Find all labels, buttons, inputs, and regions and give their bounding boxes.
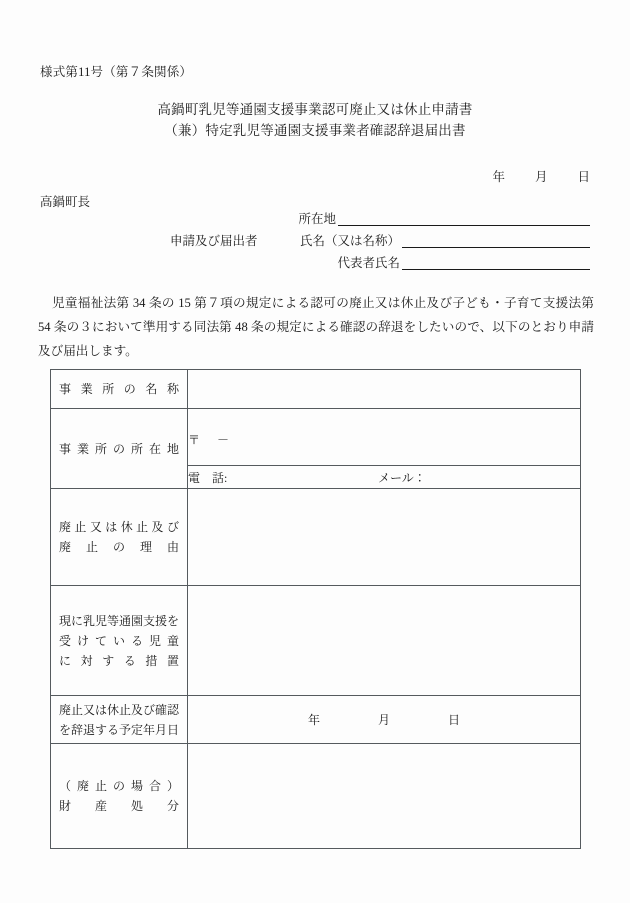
title-line-1: 高鍋町乳児等通園支援事業認可廃止又は休止申請書 xyxy=(157,102,473,117)
planned-date-month-label: 月 xyxy=(377,713,390,727)
table-row-property-disposal xyxy=(51,744,581,849)
postal-mark-icon: 〒 xyxy=(188,432,201,447)
postal-dash: － xyxy=(217,432,230,447)
date-year-label: 年 xyxy=(492,170,505,184)
applicant-representative-row xyxy=(170,249,590,271)
application-table xyxy=(50,369,581,849)
value-measures[interactable] xyxy=(188,586,581,696)
mail-label: メール： xyxy=(378,470,426,485)
label-measures-line-1: 現に乳児等通園支援を xyxy=(58,613,179,628)
applicant-address-label: 所在地 xyxy=(298,212,336,226)
label-office-name xyxy=(51,370,188,409)
table-row-measures xyxy=(51,586,581,696)
applicant-name-row xyxy=(170,227,590,249)
applicant-name-input[interactable] xyxy=(402,233,590,248)
value-reason[interactable] xyxy=(188,489,581,586)
label-property-disposal-line-2: 財産処分 xyxy=(59,799,179,813)
addressee: 高鍋町長 xyxy=(40,195,91,209)
date-month-label: 月 xyxy=(534,170,548,184)
value-planned-date[interactable] xyxy=(188,696,581,744)
tel-group xyxy=(188,469,378,486)
body-paragraph: 児童福祉法第 34 条の 15 第７項の規定による認可の廃止又は休止及び子ども・子育て支援法第 54 条の３において準用する同法第 48 条の規定による確認の辞退をしたいので、以下のとおり申請及び届出します。 xyxy=(38,296,594,358)
applicant-group-label: 申請及び届出者 xyxy=(170,234,258,248)
applicant-representative-input[interactable] xyxy=(402,255,590,270)
date-line xyxy=(492,167,590,185)
value-office-name[interactable] xyxy=(188,370,581,409)
label-planned-date-line-1: 廃止又は休止及び確認 xyxy=(58,702,179,717)
postal-inner xyxy=(188,427,580,448)
label-measures-line-2: 受けている児童 xyxy=(59,633,179,648)
label-planned-date-line-2: を辞退する予定年月日 xyxy=(58,722,179,737)
planned-date-ymd xyxy=(188,711,580,728)
applicant-address-row xyxy=(170,205,590,227)
contact-inner xyxy=(188,469,580,486)
value-property-disposal[interactable] xyxy=(188,744,581,849)
label-reason xyxy=(51,489,188,586)
applicant-representative-label: 代表者氏名 xyxy=(337,256,400,270)
document-title xyxy=(0,99,630,141)
label-measures xyxy=(51,586,188,696)
applicant-block xyxy=(170,205,590,271)
label-office-address xyxy=(51,409,188,489)
table-row-planned-date xyxy=(51,696,581,744)
table-row-reason xyxy=(51,489,581,586)
planned-date-year-label: 年 xyxy=(307,713,320,727)
label-reason-line-1: 廃止又は休止及び xyxy=(59,520,179,534)
planned-date-day-label: 日 xyxy=(448,713,461,727)
applicant-name-label: 氏名（又は名称） xyxy=(299,234,400,248)
table-row-office-name xyxy=(51,370,581,409)
value-office-contact[interactable] xyxy=(188,466,581,489)
value-office-postal[interactable] xyxy=(188,409,581,466)
label-measures-line-3: に対する措置 xyxy=(59,653,179,668)
table-row-office-address xyxy=(51,409,581,466)
label-planned-date xyxy=(51,696,188,744)
label-property-disposal-line-1: （廃止の場合） xyxy=(59,779,179,793)
tel-label: 電 話: xyxy=(188,470,228,485)
label-property-disposal xyxy=(51,744,188,849)
form-number: 様式第11号（第７条関係） xyxy=(40,65,193,79)
label-office-name-line-1: 事業所の名称 xyxy=(59,382,179,396)
date-day-label: 日 xyxy=(577,170,590,184)
applicant-address-input[interactable] xyxy=(338,211,590,226)
title-line-2: （兼）特定乳児等通園支援事業者確認辞退届出書 xyxy=(164,123,466,138)
label-reason-line-2: 廃止の理由 xyxy=(59,540,179,554)
label-office-address-line-1: 事業所の所在地 xyxy=(59,441,179,456)
